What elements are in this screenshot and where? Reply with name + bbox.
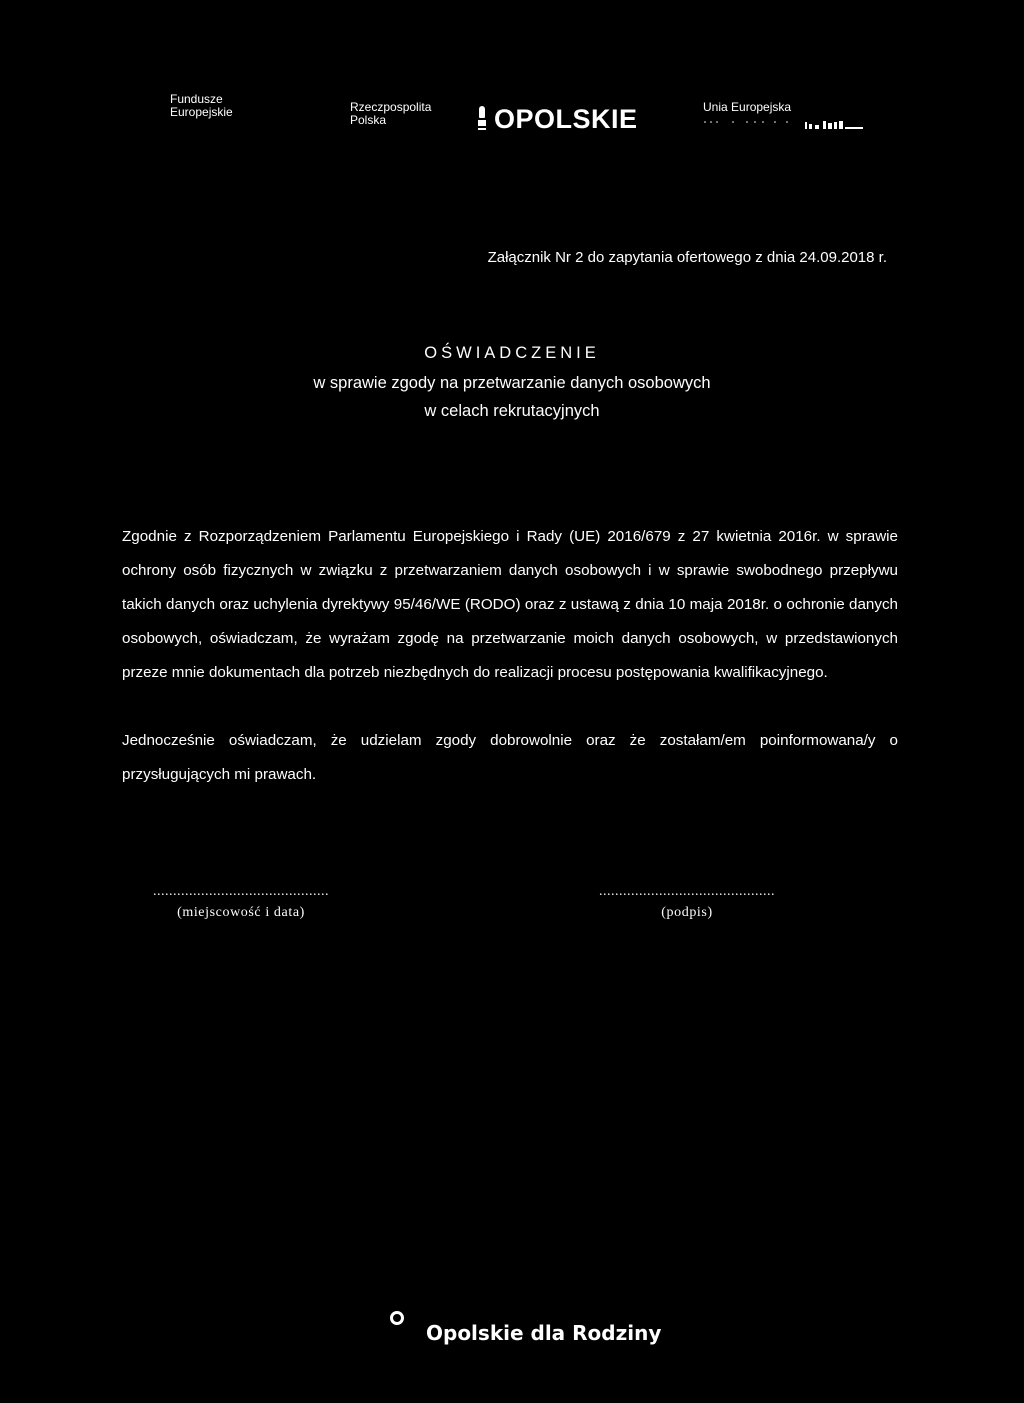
logo-ue-line1: Unia Europejska [703, 100, 792, 114]
body-paragraph-consent: Zgodnie z Rozporządzeniem Parlamentu Europejskiego i Rady (UE) 2016/679 z 27 kwietnia 2016r. w sprawie ochrony osób fizycznych w związku z przetwarzaniem danych osobowych i w sprawie swobodnego przepływu takich danych oraz uchylenia dyrektywy 95/46/WE (RODO) oraz z ustawą z dnia 10 maja 2018r. o ochronie danych osobowych, oświadczam, że wyrażam zgodę na przetwarzanie moich danych osobowych, w przedstawionych przeze mnie dokumentach dla potrzeb niezbędnych do realizacji procesu postępowania kwalifikacyjnego. [122, 528, 898, 681]
signature-sign [564, 884, 810, 922]
document-subtitle-line1: w sprawie zgody na przetwarzanie danych osobowych [313, 374, 711, 392]
document-subtitle-line2: w celach rekrutacyjnych [424, 402, 600, 420]
logo-opolskie [478, 104, 638, 134]
signature-place-date [118, 884, 364, 922]
signature-sign-line: ............................................ [599, 884, 775, 899]
body-paragraph-declaration: Jednocześnie oświadczam, że udzielam zgody dobrowolnie oraz że zostałam/em poinformowana/y o przysługujących mi prawach. [122, 732, 898, 783]
document-title: OŚWIADCZENIE [424, 344, 600, 362]
attachment-header: Załącznik Nr 2 do zapytania ofertowego z dnia 24.09.2018 r. [487, 249, 887, 266]
eu-flag-icon [703, 118, 863, 132]
ring-icon [390, 1311, 404, 1325]
logo-rzeczpospolita-polska [350, 101, 431, 127]
logo-rp-line1: Rzeczpospolita [350, 100, 432, 114]
signature-sign-label: (podpis) [661, 905, 713, 920]
footer-logo [390, 1307, 661, 1345]
opolskie-emblem-icon [478, 106, 486, 132]
logo-fundusze-europejskie [170, 93, 233, 119]
logo-fe-line1: Fundusze [170, 92, 223, 106]
logo-unia-europejska [703, 101, 791, 114]
logo-opolskie-text: OPOLSKIE [494, 104, 638, 134]
signature-place-date-line: ............................................ [153, 884, 329, 899]
logo-rp-line2: Polska [350, 113, 387, 127]
signature-place-date-label: (miejscowość i data) [177, 905, 305, 920]
footer-text: Opolskie dla Rodziny [426, 1321, 662, 1345]
logo-fe-line2: Europejskie [170, 105, 233, 119]
